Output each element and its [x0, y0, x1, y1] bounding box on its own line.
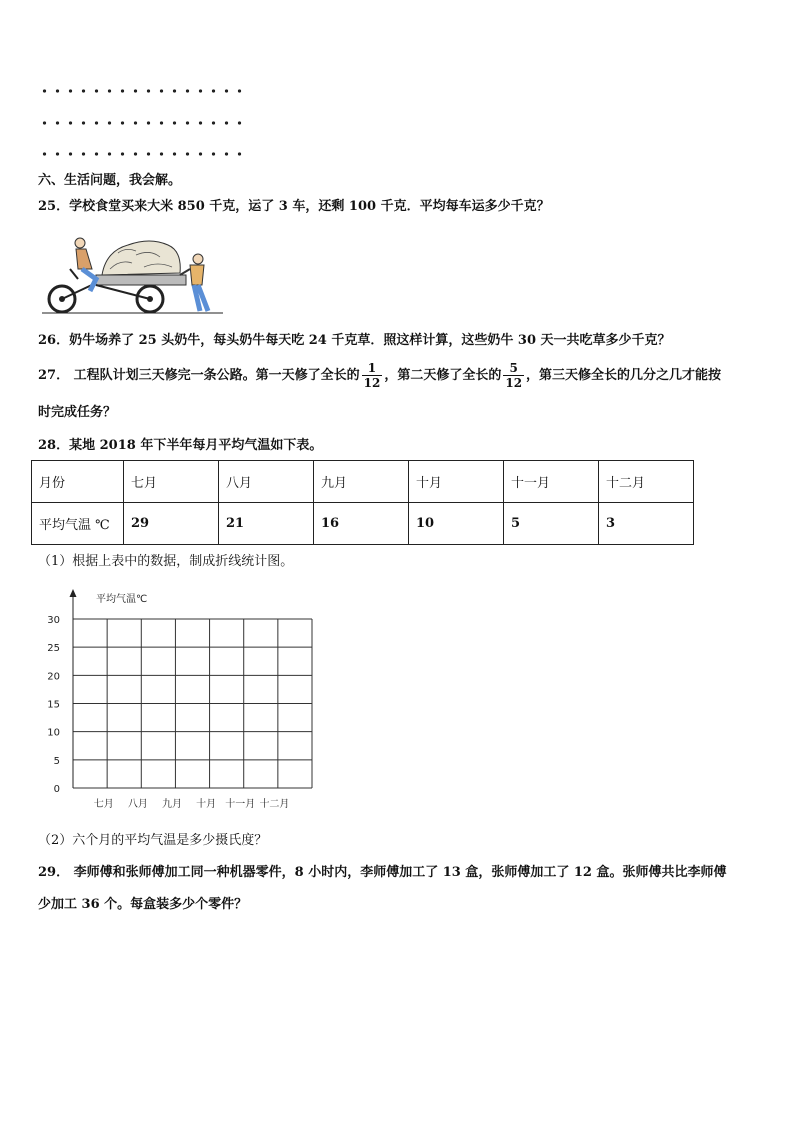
dot-row-3: [38, 149, 248, 159]
x-tick-label: 七月: [93, 799, 114, 810]
table-cell: 七月: [124, 461, 219, 503]
table-cell: 16: [314, 503, 409, 545]
fraction-2-numerator: 5: [503, 361, 524, 376]
chart-x-ticks: [94, 797, 290, 810]
y-tick-label: 0: [53, 784, 60, 795]
table-cell: 平均气温 ℃: [32, 503, 124, 545]
question-25: 25．学校食堂买来大米 850 千克，运了 3 车，还剩 100 千克．平均每车运多少千克？: [38, 199, 550, 214]
table-cell: 九月: [314, 461, 409, 503]
y-tick-label: 25: [47, 643, 60, 655]
table-cell: 3: [599, 503, 694, 545]
chart-grid: [73, 619, 312, 788]
x-tick-label: 十二月: [259, 799, 290, 810]
x-tick-label: 九月: [162, 799, 183, 810]
table-cell: 5: [504, 503, 599, 545]
table-cell: 十一月: [504, 461, 599, 503]
fraction-1-denominator: 12: [363, 376, 381, 390]
question-27-line-2: 时完成任务？: [38, 405, 117, 420]
fraction-1-numerator: 1: [362, 361, 383, 376]
question-29-line-1: 29． 李师傅和张师傅加工同一种机器零件，8 小时内，李师傅加工了 13 盒，张师傅加工了 12 盒。张师傅共比李师傅: [38, 865, 727, 880]
table-cell: 十二月: [599, 461, 694, 503]
y-tick-label: 15: [47, 699, 60, 711]
table-cell: 21: [219, 503, 314, 545]
y-tick-label: 20: [47, 671, 60, 683]
x-tick-label: 十一月: [225, 799, 256, 810]
chart-y-ticks: [47, 615, 60, 795]
q27-part-3: ，第三天修全长的几分之几才能按: [526, 368, 722, 383]
table-cell: 月份: [32, 461, 124, 503]
question-28-sub-1: （1）根据上表中的数据，制成折线统计图。: [38, 554, 294, 569]
question-29-line-2: 少加工 36 个。每盒装多少个零件？: [38, 897, 248, 912]
chart-y-axis-label: 平均气温℃: [96, 594, 148, 605]
question-27-line-1: [38, 356, 721, 396]
table-cell: 10: [409, 503, 504, 545]
x-tick-label: 八月: [127, 799, 148, 810]
table-header-row: [32, 461, 694, 503]
question-28-sub-2: （2）六个月的平均气温是多少摄氏度？: [38, 833, 268, 848]
dot-row-1: [38, 86, 248, 96]
table-row: [32, 503, 694, 545]
fraction-2-denominator: 12: [505, 376, 523, 390]
table-cell: 八月: [219, 461, 314, 503]
fraction-5-12: [503, 361, 524, 390]
line-chart: [40, 585, 330, 815]
question-26: 26．奶牛场养了 25 头奶牛，每头奶牛每天吃 24 千克草．照这样计算，这些奶牛 30 天一共吃草多少千克？: [38, 333, 671, 348]
fraction-1-12: [362, 361, 383, 390]
temperature-table: [31, 460, 694, 545]
q27-part-1: 27． 工程队计划三天修完一条公路。第一天修了全长的: [38, 368, 360, 383]
section-title: 六、生活问题，我会解。: [38, 173, 182, 188]
chart-y-axis-arrow: [70, 589, 77, 597]
x-tick-label: 十月: [196, 799, 217, 810]
tricycle-illustration: [40, 233, 225, 318]
y-tick-label: 10: [47, 727, 60, 739]
dot-row-2: [38, 118, 248, 128]
q27-part-2: ，第二天修了全长的: [384, 368, 502, 383]
y-tick-label: 5: [53, 755, 60, 767]
table-cell: 29: [124, 503, 219, 545]
question-28: 28．某地 2018 年下半年每月平均气温如下表。: [38, 438, 323, 453]
y-tick-label: 30: [47, 615, 60, 626]
table-cell: 十月: [409, 461, 504, 503]
